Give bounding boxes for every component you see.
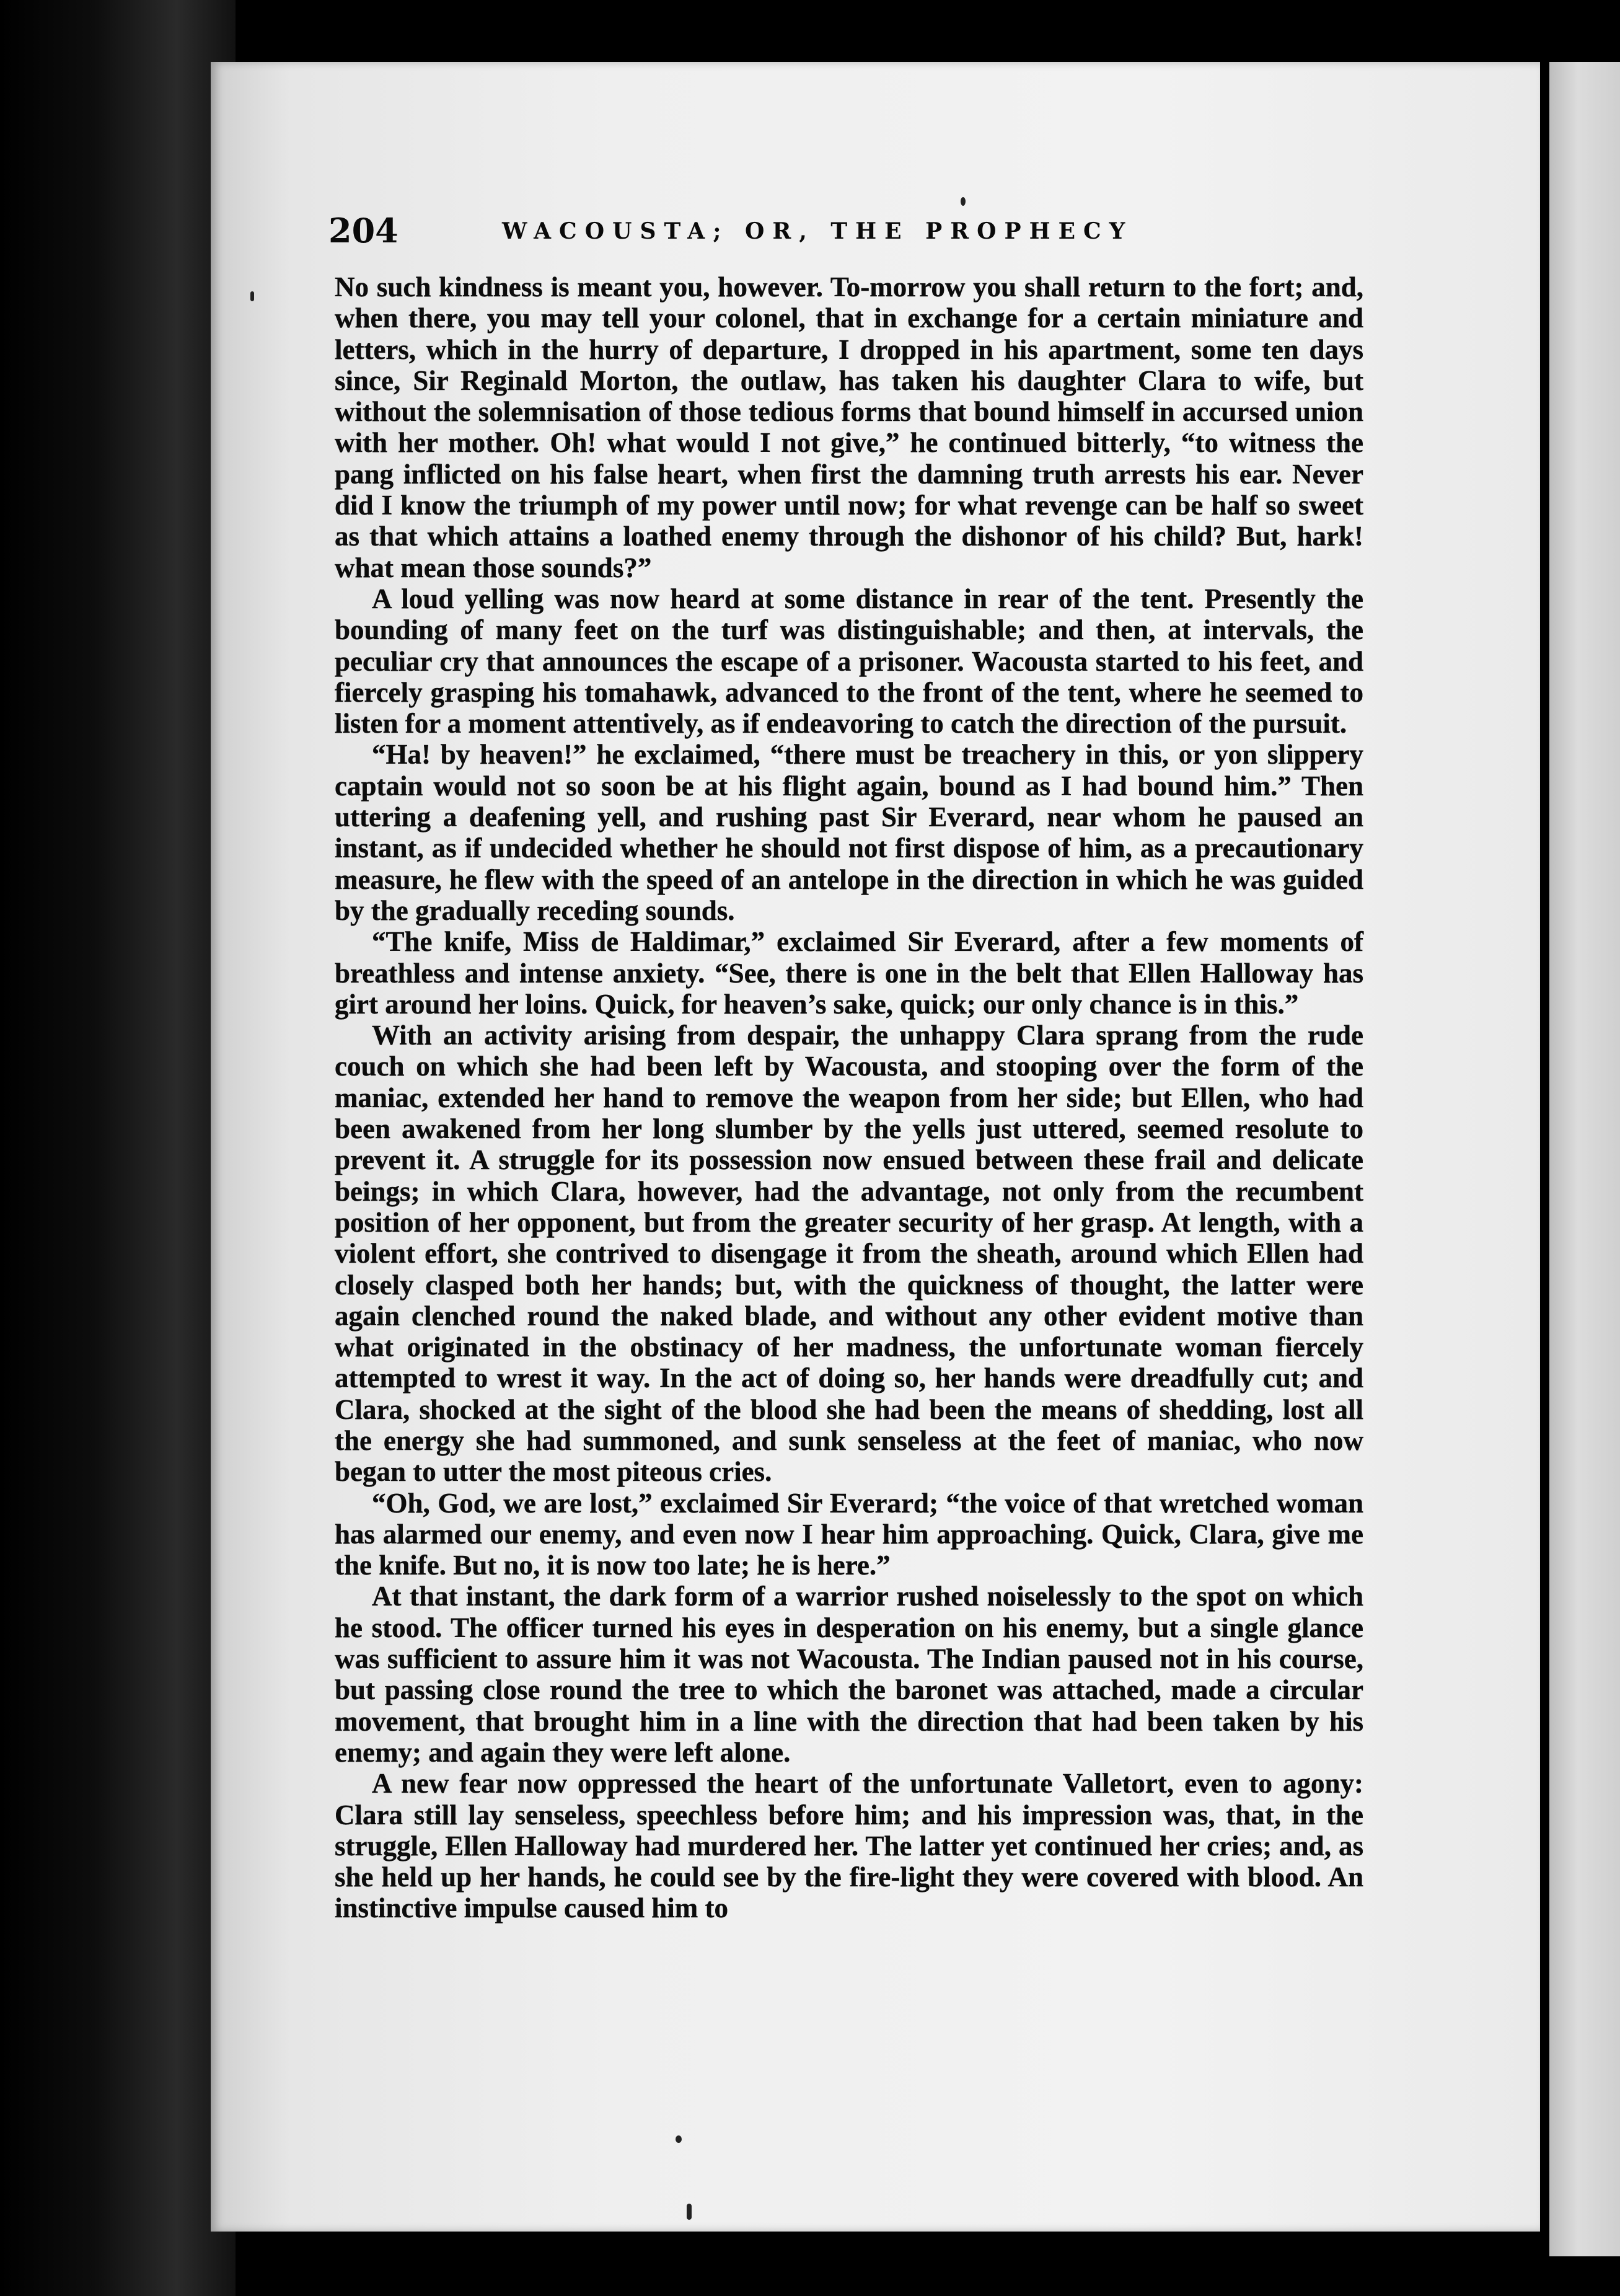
running-title: WACOUSTA; OR, THE PROPHECY xyxy=(502,218,1134,244)
paragraph: A loud yelling was now heard at some distance in rear of the tent. Presently the bounding of many feet on the turf was distinguishable; and then, at intervals, the peculiar cry that announces the escape of a prisoner. Wacousta started to his feet, and fiercely grasping his tomahawk, advanced to the front of the tent, where he seemed to listen for a moment attentively, as if endeavoring to catch the direction of the pursuit. xyxy=(335,583,1363,740)
ink-speck xyxy=(961,197,966,206)
paragraph: “The knife, Miss de Haldimar,” exclaimed Sir Everard, after a few moments of breathless and intense anxiety. “See, there is one in the belt that Ellen Halloway has girt around her loins. Quick, for heaven’s sake, quick; our only chance is in this.” xyxy=(335,926,1363,1020)
page-number: 204 xyxy=(328,211,398,250)
ink-speck xyxy=(676,2135,682,2143)
ink-speck xyxy=(687,2204,692,2220)
body-text xyxy=(335,272,1363,1924)
paragraph: A new fear now oppressed the heart of the unfortunate Valletort, even to agony: Clara still lay senseless, speechless before him; and his impression was, that, in the struggle, Ellen Halloway had murdered her. The latter yet continued her cries; and, as she held up her hands, he could see by the fire-light they were covered with blood. An instinctive impulse caused him to xyxy=(335,1768,1363,1924)
paragraph: At that instant, the dark form of a warrior rushed noiselessly to the spot on which he stood. The officer turned his eyes in desperation on his enemy, but a single glance was sufficient to assure him it was not Wacousta. The Indian paused not in his course, but passing close round the tree to which the baronet was attached, made a circular movement, that brought him in a line with the direction that had been taken by his enemy; and again they were left alone. xyxy=(335,1581,1363,1768)
paragraph: “Oh, God, we are lost,” exclaimed Sir Everard; “the voice of that wretched woman has alarmed our enemy, and even now I hear him approaching. Quick, Clara, give me the knife. But no, it is now too late; he is here.” xyxy=(335,1487,1363,1581)
book-binding-shadow xyxy=(0,0,236,2296)
adjacent-page-edge xyxy=(1549,62,1620,2256)
paragraph: No such kindness is meant you, however. To-morrow you shall return to the fort; and, when there, you may tell your colonel, that in exchange for a certain miniature and letters, which in the hurry of departure, I dropped in his apartment, some ten days since, Sir Reginald Morton, the outlaw, has taken his daughter Clara to wife, but without the solemnisation of those tedious forms that bound himself in accursed union with her mother. Oh! what would I not give,” he continued bitterly, “to witness the pang inflicted on his false heart, when first the damning truth arrests his ear. Never did I know the triumph of my power until now; for what revenge can be half so sweet as that which attains a loathed enemy through the dishonor of his child? But, hark! what mean those sounds?” xyxy=(335,272,1363,583)
running-head xyxy=(328,211,1382,248)
paragraph: With an activity arising from despair, the unhappy Clara sprang from the rude couch on which she had been left by Wacousta, and stooping over the form of the maniac, extended her hand to remove the weapon from her side; but Ellen, who had been awakened from her long slumber by the yells just uttered, seemed resolute to prevent it. A struggle for its possession now ensued between these frail and delicate beings; in which Clara, however, had the advantage, not only from the recumbent position of her opponent, but from the greater security of her grasp. At length, with a violent effort, she contrived to disengage it from the sheath, around which Ellen had closely clasped both her hands; but, with the quickness of thought, the latter were again clenched round the naked blade, and without any other evident motive than what originated in the obstinacy of her madness, the unfortunate woman fiercely attempted to wrest it way. In the act of doing so, her hands were dreadfully cut; and Clara, shocked at the sight of the blood she had been the means of shedding, lost all the energy she had summoned, and sunk senseless at the feet of maniac, who now began to utter the most piteous cries. xyxy=(335,1020,1363,1488)
paragraph: “Ha! by heaven!” he exclaimed, “there must be treachery in this, or yon slippery captain would not so soon be at his flight again, bound as I had bound him.” Then uttering a deafening yell, and rushing past Sir Everard, near whom he paused an instant, as if undecided whether he should not first dispose of him, as a precautionary measure, he flew with the speed of an antelope in the direction in which he was guided by the gradually receding sounds. xyxy=(335,739,1363,926)
ink-speck xyxy=(250,291,254,301)
